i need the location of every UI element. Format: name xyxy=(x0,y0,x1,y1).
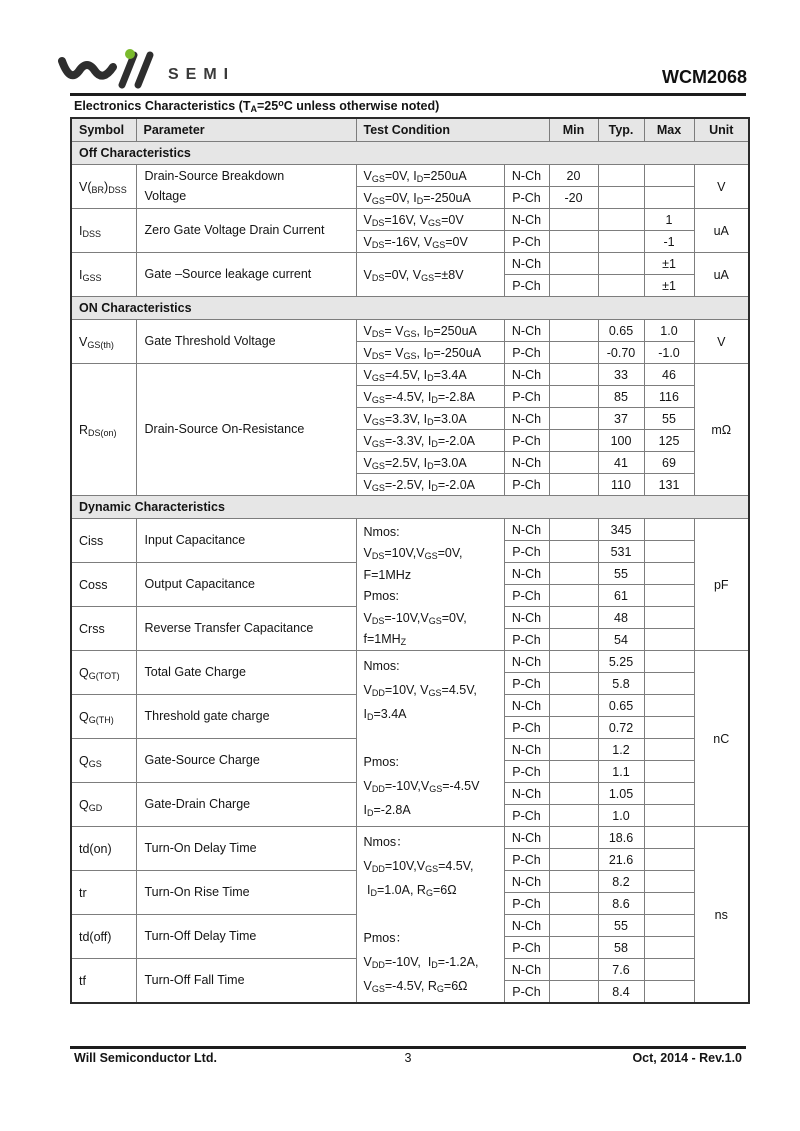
max-cell xyxy=(644,651,694,673)
typ-cell xyxy=(598,231,644,253)
column-header-parameter: Parameter xyxy=(136,118,356,142)
channel-cell: P-Ch xyxy=(504,629,549,651)
section-header: Off Characteristics xyxy=(71,142,749,165)
max-cell xyxy=(644,805,694,827)
condition-cell: $V_{DS}=0V$, $V_{GS}=\pm 8V$ xyxy=(356,253,504,297)
min-cell xyxy=(549,673,598,695)
channel-cell: N-Ch xyxy=(504,959,549,981)
table-row xyxy=(71,209,749,231)
max-cell: 125 xyxy=(644,430,694,452)
condition-cell: $V_{GS}=3.3V$, $I_D=3.0A$ xyxy=(356,408,504,430)
max-cell: 55 xyxy=(644,408,694,430)
footer-revision: Oct, 2014 - Rev.1.0 xyxy=(632,1051,742,1065)
max-cell xyxy=(644,981,694,1004)
channel-cell: P-Ch xyxy=(504,386,549,408)
min-cell xyxy=(549,585,598,607)
channel-cell: N-Ch xyxy=(504,408,549,430)
min-cell xyxy=(549,342,598,364)
logo-dot-icon xyxy=(125,49,135,59)
channel-cell: P-Ch xyxy=(504,805,549,827)
column-header-test-condition: Test Condition xyxy=(356,118,549,142)
channel-cell: P-Ch xyxy=(504,937,549,959)
channel-cell: P-Ch xyxy=(504,893,549,915)
channel-cell: N-Ch xyxy=(504,739,549,761)
typ-cell xyxy=(598,209,644,231)
min-cell xyxy=(549,275,598,297)
channel-cell: P-Ch xyxy=(504,541,549,563)
min-cell xyxy=(549,629,598,651)
table-row xyxy=(71,827,749,849)
min-cell xyxy=(549,519,598,541)
typ-cell: 345 xyxy=(598,519,644,541)
channel-cell: P-Ch xyxy=(504,275,549,297)
typ-cell: 55 xyxy=(598,563,644,585)
typ-cell: 5.8 xyxy=(598,673,644,695)
table-row xyxy=(71,297,749,320)
typ-cell: 8.6 xyxy=(598,893,644,915)
symbol-cell: $I_{DSS}$ xyxy=(71,209,136,253)
channel-cell: N-Ch xyxy=(504,783,549,805)
table-row xyxy=(71,320,749,342)
channel-cell: N-Ch xyxy=(504,651,549,673)
channel-cell: P-Ch xyxy=(504,474,549,496)
max-cell xyxy=(644,519,694,541)
typ-cell: 110 xyxy=(598,474,644,496)
channel-cell: N-Ch xyxy=(504,209,549,231)
min-cell xyxy=(549,915,598,937)
table-row xyxy=(71,519,749,541)
typ-cell: 54 xyxy=(598,629,644,651)
parameter-cell: Turn-Off Fall Time xyxy=(136,959,356,1004)
table-row xyxy=(71,165,749,187)
min-cell: -20 xyxy=(549,187,598,209)
channel-cell: N-Ch xyxy=(504,563,549,585)
min-cell xyxy=(549,651,598,673)
header-rule xyxy=(70,93,746,96)
typ-cell: 100 xyxy=(598,430,644,452)
max-cell: ±1 xyxy=(644,253,694,275)
max-cell xyxy=(644,629,694,651)
channel-cell: N-Ch xyxy=(504,253,549,275)
page-number: 3 xyxy=(404,1051,412,1065)
min-cell xyxy=(549,320,598,342)
max-cell: -1 xyxy=(644,231,694,253)
table-row xyxy=(71,142,749,165)
max-cell: 46 xyxy=(644,364,694,386)
max-cell xyxy=(644,849,694,871)
unit-cell: V xyxy=(694,320,749,364)
typ-cell: 0.65 xyxy=(598,320,644,342)
typ-cell xyxy=(598,187,644,209)
channel-cell: P-Ch xyxy=(504,430,549,452)
column-header-typ: Typ. xyxy=(598,118,644,142)
symbol-cell: td(on) xyxy=(71,827,136,871)
max-cell: 69 xyxy=(644,452,694,474)
max-cell xyxy=(644,717,694,739)
symbol-cell: $R_{DS(on)}$ xyxy=(71,364,136,496)
min-cell xyxy=(549,474,598,496)
condition-cell: $V_{GS}=-2.5V$, $I_D=-2.0A$ xyxy=(356,474,504,496)
parameter-cell: Gate-Drain Charge xyxy=(136,783,356,827)
parameter-cell: Reverse Transfer Capacitance xyxy=(136,607,356,651)
min-cell xyxy=(549,805,598,827)
condition-cell: $V_{GS}=4.5V$, $I_D=3.4A$ xyxy=(356,364,504,386)
channel-cell: N-Ch xyxy=(504,607,549,629)
characteristics-table xyxy=(70,117,750,1004)
max-cell xyxy=(644,871,694,893)
min-cell xyxy=(549,364,598,386)
symbol-cell: $Q_{GS}$ xyxy=(71,739,136,783)
logo-semi-text: SEMI xyxy=(168,66,236,83)
typ-cell: 18.6 xyxy=(598,827,644,849)
channel-cell: N-Ch xyxy=(504,695,549,717)
typ-cell xyxy=(598,253,644,275)
table-wrapper xyxy=(70,117,750,1004)
min-cell xyxy=(549,761,598,783)
parameter-cell: Turn-On Delay Time xyxy=(136,827,356,871)
min-cell xyxy=(549,386,598,408)
typ-cell: 37 xyxy=(598,408,644,430)
typ-cell: -0.70 xyxy=(598,342,644,364)
max-cell: 131 xyxy=(644,474,694,496)
max-cell xyxy=(644,187,694,209)
table-row xyxy=(71,364,749,386)
unit-cell: pF xyxy=(694,519,749,651)
symbol-cell: $Q_{GD}$ xyxy=(71,783,136,827)
column-header-max: Max xyxy=(644,118,694,142)
unit-cell: ns xyxy=(694,827,749,1004)
typ-cell: 41 xyxy=(598,452,644,474)
parameter-cell: Turn-On Rise Time xyxy=(136,871,356,915)
parameter-cell: Drain-Source Breakdown Voltage xyxy=(136,165,356,209)
typ-cell: 531 xyxy=(598,541,644,563)
min-cell xyxy=(549,849,598,871)
channel-cell: P-Ch xyxy=(504,981,549,1004)
footer-rule xyxy=(70,1046,746,1049)
condition-cell: $V_{GS}=2.5V$, $I_D=3.0A$ xyxy=(356,452,504,474)
table-row xyxy=(71,651,749,673)
min-cell xyxy=(549,827,598,849)
typ-cell: 58 xyxy=(598,937,644,959)
logo-slash-icon xyxy=(138,55,150,85)
symbol-cell: tf xyxy=(71,959,136,1004)
min-cell xyxy=(549,408,598,430)
condition-cell: $V_{DS}= V_{GS}$, $I_D=250uA$ xyxy=(356,320,504,342)
max-cell xyxy=(644,563,694,585)
max-cell xyxy=(644,783,694,805)
typ-cell: 5.25 xyxy=(598,651,644,673)
typ-cell: 1.0 xyxy=(598,805,644,827)
max-cell: ±1 xyxy=(644,275,694,297)
symbol-cell: Crss xyxy=(71,607,136,651)
symbol-cell: Ciss xyxy=(71,519,136,563)
max-cell xyxy=(644,959,694,981)
min-cell xyxy=(549,430,598,452)
symbol-cell: $I_{GSS}$ xyxy=(71,253,136,297)
channel-cell: N-Ch xyxy=(504,519,549,541)
column-header-unit: Unit xyxy=(694,118,749,142)
min-cell xyxy=(549,452,598,474)
header-row xyxy=(71,118,749,142)
min-cell xyxy=(549,607,598,629)
section-header: Dynamic Characteristics xyxy=(71,496,749,519)
typ-cell xyxy=(598,275,644,297)
channel-cell: P-Ch xyxy=(504,231,549,253)
symbol-cell: td(off) xyxy=(71,915,136,959)
channel-cell: P-Ch xyxy=(504,761,549,783)
parameter-cell: Zero Gate Voltage Drain Current xyxy=(136,209,356,253)
unit-cell: mΩ xyxy=(694,364,749,496)
condition-cell: $V_{GS}=-4.5V$, $I_D=-2.8A$ xyxy=(356,386,504,408)
min-cell xyxy=(549,541,598,563)
typ-cell: 21.6 xyxy=(598,849,644,871)
condition-cell: Nmos: $V_{DS}=10V,V_{GS}=0V$, F=1MHz Pmos: $V_{DS}=-10V,V_{GS}=0V$, $f=1MH_Z$ xyxy=(356,519,504,651)
symbol-cell: $Q_{G(TH)}$ xyxy=(71,695,136,739)
parameter-cell: Threshold gate charge xyxy=(136,695,356,739)
channel-cell: P-Ch xyxy=(504,673,549,695)
table-row xyxy=(71,496,749,519)
max-cell: 1.0 xyxy=(644,320,694,342)
typ-cell: 1.2 xyxy=(598,739,644,761)
parameter-cell: Gate Threshold Voltage xyxy=(136,320,356,364)
min-cell xyxy=(549,959,598,981)
column-header-min: Min xyxy=(549,118,598,142)
unit-cell: uA xyxy=(694,253,749,297)
max-cell xyxy=(644,893,694,915)
min-cell xyxy=(549,253,598,275)
unit-cell: V xyxy=(694,165,749,209)
typ-cell: 0.65 xyxy=(598,695,644,717)
max-cell xyxy=(644,937,694,959)
channel-cell: N-Ch xyxy=(504,871,549,893)
condition-cell: $V_{GS}=-3.3V$, $I_D=-2.0A$ xyxy=(356,430,504,452)
typ-cell: 61 xyxy=(598,585,644,607)
min-cell xyxy=(549,937,598,959)
max-cell: -1.0 xyxy=(644,342,694,364)
logo-slash-icon xyxy=(122,55,134,85)
typ-cell: 48 xyxy=(598,607,644,629)
condition-cell: Nmos: $V_{DD}=10V$, $V_{GS}=4.5V$, $I_D=3.4A$ Pmos: $V_{DD}=-10V,V_{GS}=-4.5V$ $I_D=-2.8A$ xyxy=(356,651,504,827)
unit-cell: uA xyxy=(694,209,749,253)
typ-cell: 8.2 xyxy=(598,871,644,893)
min-cell xyxy=(549,717,598,739)
parameter-cell: Turn-Off Delay Time xyxy=(136,915,356,959)
max-cell xyxy=(644,673,694,695)
parameter-cell: Drain-Source On-Resistance xyxy=(136,364,356,496)
symbol-cell: $V_{GS(th)}$ xyxy=(71,320,136,364)
min-cell xyxy=(549,981,598,1004)
parameter-cell: Gate-Source Charge xyxy=(136,739,356,783)
typ-cell: 1.05 xyxy=(598,783,644,805)
min-cell xyxy=(549,739,598,761)
parameter-cell: Output Capacitance xyxy=(136,563,356,607)
min-cell xyxy=(549,231,598,253)
max-cell xyxy=(644,585,694,607)
max-cell xyxy=(644,607,694,629)
channel-cell: N-Ch xyxy=(504,452,549,474)
max-cell: 116 xyxy=(644,386,694,408)
footer-company: Will Semiconductor Ltd. xyxy=(74,1051,217,1065)
min-cell xyxy=(549,563,598,585)
channel-cell: P-Ch xyxy=(504,342,549,364)
channel-cell: N-Ch xyxy=(504,320,549,342)
condition-cell: Nmos： $V_{DD}=10V,V_{GS}=4.5V$, $I_D=1.0A$, $R_G=6\Omega$ Pmos： $V_{DD}=-10V$, $I_D=-1.2A$, $V_{GS}=-4.5V$, $R_G=6\Omega$ xyxy=(356,827,504,1004)
channel-cell: P-Ch xyxy=(504,187,549,209)
channel-cell: N-Ch xyxy=(504,915,549,937)
typ-cell: 8.4 xyxy=(598,981,644,1004)
min-cell xyxy=(549,893,598,915)
column-header-symbol: Symbol xyxy=(71,118,136,142)
doc-title: Electronics Characteristics ($T_A=25^oC$ unless otherwise noted) xyxy=(74,98,440,114)
max-cell xyxy=(644,541,694,563)
typ-cell: 1.1 xyxy=(598,761,644,783)
max-cell xyxy=(644,695,694,717)
typ-cell: 85 xyxy=(598,386,644,408)
min-cell xyxy=(549,209,598,231)
max-cell xyxy=(644,915,694,937)
channel-cell: P-Ch xyxy=(504,585,549,607)
symbol-cell: Coss xyxy=(71,563,136,607)
min-cell: 20 xyxy=(549,165,598,187)
max-cell xyxy=(644,827,694,849)
unit-cell: nC xyxy=(694,651,749,827)
condition-cell: $V_{DS}=-16V$, $V_{GS}=0V$ xyxy=(356,231,504,253)
part-number: WCM2068 xyxy=(661,67,747,87)
channel-cell: N-Ch xyxy=(504,827,549,849)
min-cell xyxy=(549,783,598,805)
channel-cell: P-Ch xyxy=(504,849,549,871)
max-cell: 1 xyxy=(644,209,694,231)
max-cell xyxy=(644,761,694,783)
condition-cell: $V_{DS}=16V$, $V_{GS}=0V$ xyxy=(356,209,504,231)
section-header: ON Characteristics xyxy=(71,297,749,320)
parameter-cell: Gate –Source leakage current xyxy=(136,253,356,297)
typ-cell: 0.72 xyxy=(598,717,644,739)
max-cell xyxy=(644,165,694,187)
table-body xyxy=(71,118,749,1003)
table-row xyxy=(71,253,749,275)
symbol-cell: tr xyxy=(71,871,136,915)
typ-cell: 33 xyxy=(598,364,644,386)
channel-cell: N-Ch xyxy=(504,364,549,386)
symbol-cell: $Q_{G(TOT)}$ xyxy=(71,651,136,695)
max-cell xyxy=(644,739,694,761)
typ-cell: 7.6 xyxy=(598,959,644,981)
min-cell xyxy=(549,871,598,893)
condition-cell: $V_{GS}=0V$, $I_D=250uA$ xyxy=(356,165,504,187)
min-cell xyxy=(549,695,598,717)
channel-cell: P-Ch xyxy=(504,717,549,739)
parameter-cell: Total Gate Charge xyxy=(136,651,356,695)
typ-cell xyxy=(598,165,644,187)
symbol-cell: $V(_{BR})_{DSS}$ xyxy=(71,165,136,209)
condition-cell: $V_{DS}= V_{GS}$, $I_D=-250uA$ xyxy=(356,342,504,364)
typ-cell: 55 xyxy=(598,915,644,937)
logo-wave-icon xyxy=(62,61,113,76)
condition-cell: $V_{GS}=0V$, $I_D=-250uA$ xyxy=(356,187,504,209)
parameter-cell: Input Capacitance xyxy=(136,519,356,563)
channel-cell: N-Ch xyxy=(504,165,549,187)
